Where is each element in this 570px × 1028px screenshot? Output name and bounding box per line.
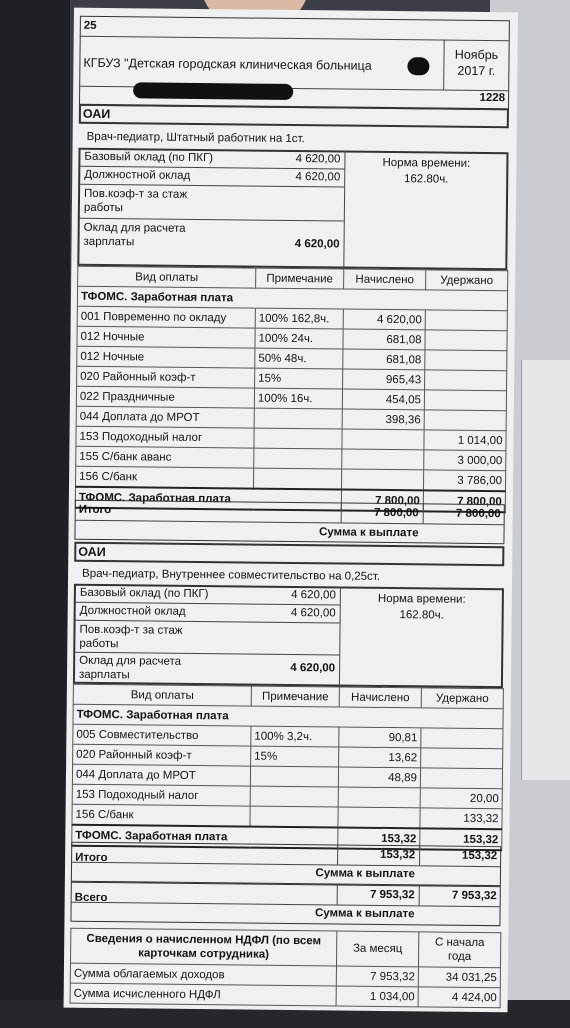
year: 2017 г. <box>457 63 496 79</box>
position-2: Врач-педиатр, Внутреннее совместительство на 0,25ст. <box>82 567 381 583</box>
table-row: 020 Районный коэф-т 15% 13,62 <box>73 744 503 769</box>
slip-number: 25 <box>83 19 97 32</box>
table-row: 044 Доплата до МРОТ 48,89 <box>72 764 502 789</box>
table-row: 005 Совместительство 100% 3,2ч. 90,81 <box>73 724 503 749</box>
itogo-label-2: Итого <box>75 851 108 865</box>
table-row: 012 Ночные 100% 24ч. 681,08 <box>77 326 507 351</box>
ndfl-table: Сведения о начисленном НДФЛ (по всем карточкам сотрудника) За месяц С начала года Сумма облагаемых доходов 7 953,32 34 031,25 Сумма исчисленного НДФЛ 1 034,00 4 424,00 <box>70 928 502 1009</box>
payments-table-2: Вид оплаты Примечание Начислено Удержано ТФОМС. Заработная плата 005 Совместительство 100% 3,2ч. 90,81 020 Районный коэф-т 15% 13,62 044 Доплата до МРОТ 48,89 153 Подоходный налог 20,00 156 С/банк 133,32 ТФОМС. Заработная плата 153,32 153,32 <box>71 684 504 852</box>
department-2: ОАИ <box>78 544 106 560</box>
organization-name: КГБУЗ "Детская городская клиническая больница <box>83 55 372 73</box>
redaction-name <box>133 82 293 100</box>
payslip: 25 КГБУЗ "Детская городская клиническая больница Ноябрь 2017 г. 1228 ОАИ Врач-педиатр, Штатный работник на 1ст. Базовый оклад (по ПКГ) 4 620,00 Должностной оклад 4 620,00 Пов.коэф-т за стаж работы Оклад для расчета зарплаты 4 620,00 Норма времени: 162.80ч. Вид оплаты Примечание Начислено Удержано ТФОМС. Заработная плата 001 Повременно по окладу 100% 162,8ч. 4 620,00 012 Ночные 100% 24ч. 681,08 012 Ночные 50% 48ч. 681,08 020 Районный коэф-т 15% 965,43 022 Праздничные 100% 16ч. 454,05 044 Доплата до МРОТ 398,36 153 Подоходный налог 1 014,00 155 С/банк аванс 3 000,00 156 С/банк 3 786,00 ТФОМС. Заработная плата 7 800,00 7 800,00 Итого 7 800,00 7 800,00 Сумма к выплате ОАИ Врач-педиатр, Внутреннее совместительство на 0,25ст. Базовый оклад (по ПКГ) 4 620,00 Должностной оклад 4 620,00 Пов.коэф-т за стаж работы Оклад для расчета зарплаты 4 620,00 Норма времени: 162.80ч. Вид оплаты Примечание Начислено Удержано ТФОМС. Заработная плата 005 Совместительство 100% 3,2ч. 90,81 020 Районный коэф-т 15% 13,62 044 Доплата до МРОТ 48,89 153 Подоходный налог 20,00 156 С/банк 133,32 ТФОМС. Заработная плата 153,32 153,32 Итого 153,32 153,32 Сумма к выплате 7 953,32 7 953,32 Всего Сумма к выплате Сведения о начисленном НДФЛ (по всем карточкам сотрудника) За месяц С начала года Сумма облагаемых доходов 7 953,32 34 031,25 Сумма исчисленного НДФЛ 1 034,00 4 424,00 <box>64 8 518 1013</box>
total-payout-label: Сумма к выплате <box>314 907 415 921</box>
itogo-label-1: Итого <box>78 503 112 517</box>
table-row: Сумма облагаемых доходов 7 953,32 34 031,25 <box>70 963 500 988</box>
section-total-2: ТФОМС. Заработная плата 153,32 153,32 <box>72 825 502 851</box>
position-1: Врач-педиатр, Штатный работник на 1ст. <box>86 130 305 146</box>
table-row: 022 Праздничные 100% 16ч. 454,05 <box>76 386 506 411</box>
redaction-mark <box>407 57 429 75</box>
total-label: Всего <box>74 891 108 905</box>
background-device <box>521 360 570 780</box>
section-total-1: ТФОМС. Заработная плата 7 800,00 7 800,00 <box>75 487 505 513</box>
payout-label-2: Сумма к выплате <box>315 867 416 881</box>
table-row: 156 С/банк 133,32 <box>72 804 502 829</box>
payments-table-1: Вид оплаты Примечание Начислено Удержано ТФОМС. Заработная плата 001 Повременно по окладу 100% 162,8ч. 4 620,00 012 Ночные 100% 24ч. 681,08 012 Ночные 50% 48ч. 681,08 020 Районный коэф-т 15% 965,43 022 Праздничные 100% 16ч. 454,05 044 Доплата до МРОТ 398,36 153 Подоходный налог 1 014,00 155 С/банк аванс 3 000,00 156 С/банк 3 786,00 ТФОМС. Заработная плата 7 800,00 7 800,00 <box>75 266 509 514</box>
table-row: 153 Подоходный налог 20,00 <box>72 784 502 809</box>
table-row: 020 Районный коэф-т 15% 965,43 <box>77 366 507 391</box>
table-row: 012 Ночные 50% 48ч. 681,08 <box>77 346 507 371</box>
table-row: 001 Повременно по окладу 100% 162,8ч. 4 620,00 <box>77 306 507 331</box>
table-row: 044 Доплата до МРОТ 398,36 <box>76 406 506 431</box>
month: Ноябрь <box>454 47 499 63</box>
table-row: 155 С/банк аванс 3 000,00 <box>76 446 506 471</box>
background-dark <box>0 0 70 1028</box>
payout-label-1: Сумма к выплате <box>318 526 419 540</box>
table-row: 153 Подоходный налог 1 014,00 <box>76 426 506 451</box>
table-row: Сумма исчисленного НДФЛ 1 034,00 4 424,00 <box>70 983 500 1008</box>
department: ОАИ <box>82 106 111 122</box>
personnel-number: 1228 <box>479 91 506 105</box>
table-row: 156 С/банк 3 786,00 <box>75 466 505 491</box>
